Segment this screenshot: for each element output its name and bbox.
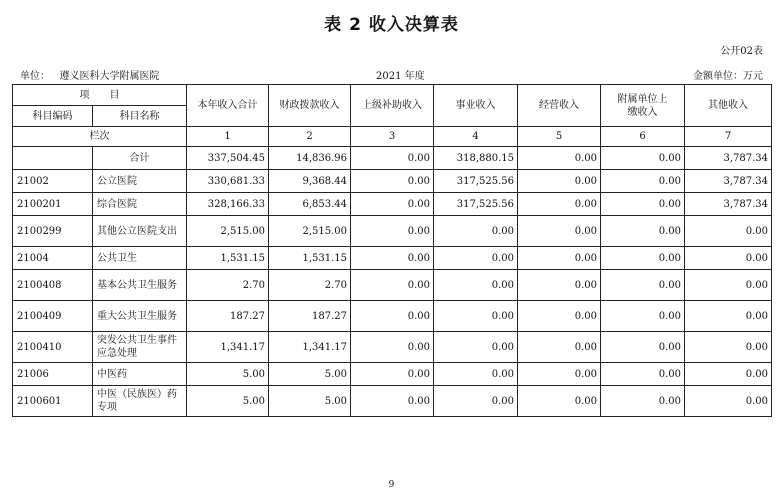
row-index-header: 栏次 bbox=[13, 127, 187, 147]
unit-name: 遵义医科大学附属医院 bbox=[59, 71, 160, 82]
amount-cell: 2.70 bbox=[269, 270, 351, 301]
amount-cell: 330,681.33 bbox=[187, 170, 269, 193]
subject-name-cell: 重大公共卫生服务 bbox=[93, 301, 187, 332]
table-row bbox=[13, 216, 772, 247]
amount-cell: 317,525.56 bbox=[434, 170, 518, 193]
amount-cell: 187.27 bbox=[187, 301, 269, 332]
column-number: 2 bbox=[269, 127, 351, 147]
amount-cell: 3,787.34 bbox=[685, 193, 772, 216]
subject-code-cell: 2100410 bbox=[13, 332, 93, 363]
amount-cell: 5.00 bbox=[187, 363, 269, 386]
amount-cell: 0.00 bbox=[351, 332, 434, 363]
amount-cell: 2,515.00 bbox=[269, 216, 351, 247]
table-row bbox=[13, 193, 772, 216]
subject-name-cell: 综合医院 bbox=[93, 193, 187, 216]
amount-cell: 0.00 bbox=[685, 216, 772, 247]
subject-name-cell: 中医（民族医）药专项 bbox=[93, 386, 187, 417]
amount-cell: 317,525.56 bbox=[434, 193, 518, 216]
amount-cell: 0.00 bbox=[685, 301, 772, 332]
column-header: 经营收入 bbox=[518, 85, 601, 127]
unit-info bbox=[20, 67, 160, 82]
table-row bbox=[13, 363, 772, 386]
subject-name-header: 科目名称 bbox=[93, 106, 187, 127]
amount-cell: 5.00 bbox=[187, 386, 269, 417]
page-number: 9 bbox=[388, 480, 395, 490]
amount-cell: 1,341.17 bbox=[187, 332, 269, 363]
amount-cell: 0.00 bbox=[434, 216, 518, 247]
column-header: 附属单位上缴收入 bbox=[601, 85, 685, 127]
amount-cell: 14,836.96 bbox=[269, 147, 351, 170]
column-number: 1 bbox=[187, 127, 269, 147]
column-header: 上级补助收入 bbox=[351, 85, 434, 127]
amount-cell: 0.00 bbox=[518, 247, 601, 270]
amount-cell: 0.00 bbox=[601, 247, 685, 270]
subject-code-cell: 2100409 bbox=[13, 301, 93, 332]
column-header: 事业收入 bbox=[434, 85, 518, 127]
amount-cell: 0.00 bbox=[434, 270, 518, 301]
subject-name-cell: 公立医院 bbox=[93, 170, 187, 193]
subject-code-cell: 2100408 bbox=[13, 270, 93, 301]
amount-cell: 1,531.15 bbox=[269, 247, 351, 270]
amount-cell: 187.27 bbox=[269, 301, 351, 332]
amount-cell: 0.00 bbox=[518, 363, 601, 386]
table-row bbox=[13, 270, 772, 301]
amount-cell: 328,166.33 bbox=[187, 193, 269, 216]
amount-cell: 0.00 bbox=[434, 332, 518, 363]
amount-cell: 3,787.34 bbox=[685, 147, 772, 170]
amount-cell: 3,787.34 bbox=[685, 170, 772, 193]
subject-code-header: 科目编码 bbox=[13, 106, 93, 127]
subject-code-cell: 21002 bbox=[13, 170, 93, 193]
subject-code-cell: 2100299 bbox=[13, 216, 93, 247]
amount-cell: 1,531.15 bbox=[187, 247, 269, 270]
table-row bbox=[13, 386, 772, 417]
amount-cell: 0.00 bbox=[685, 332, 772, 363]
amount-cell: 0.00 bbox=[351, 147, 434, 170]
column-number: 7 bbox=[685, 127, 772, 147]
amount-cell: 0.00 bbox=[685, 270, 772, 301]
amount-cell: 0.00 bbox=[351, 247, 434, 270]
amount-cell: 2.70 bbox=[187, 270, 269, 301]
amount-cell: 0.00 bbox=[351, 193, 434, 216]
column-header: 财政拨款收入 bbox=[269, 85, 351, 127]
amount-cell: 0.00 bbox=[685, 386, 772, 417]
amount-cell: 0.00 bbox=[434, 301, 518, 332]
column-header: 本年收入合计 bbox=[187, 85, 269, 127]
subject-name-cell: 基本公共卫生服务 bbox=[93, 270, 187, 301]
income-table bbox=[12, 84, 772, 417]
column-number: 5 bbox=[518, 127, 601, 147]
amount-cell: 5.00 bbox=[269, 386, 351, 417]
amount-cell: 0.00 bbox=[434, 247, 518, 270]
amount-cell: 0.00 bbox=[518, 332, 601, 363]
amount-cell: 0.00 bbox=[518, 301, 601, 332]
amount-cell: 0.00 bbox=[518, 386, 601, 417]
amount-cell: 0.00 bbox=[601, 216, 685, 247]
amount-cell: 5.00 bbox=[269, 363, 351, 386]
column-number: 4 bbox=[434, 127, 518, 147]
amount-cell: 0.00 bbox=[685, 363, 772, 386]
table-row bbox=[13, 332, 772, 363]
amount-cell: 0.00 bbox=[601, 301, 685, 332]
report-meta bbox=[20, 67, 763, 81]
amount-cell: 0.00 bbox=[518, 147, 601, 170]
amount-cell: 0.00 bbox=[518, 270, 601, 301]
column-number: 6 bbox=[601, 127, 685, 147]
table-row bbox=[13, 247, 772, 270]
subject-name-cell: 公共卫生 bbox=[93, 247, 187, 270]
amount-cell: 0.00 bbox=[601, 332, 685, 363]
subject-code-cell: 21004 bbox=[13, 247, 93, 270]
amount-cell: 0.00 bbox=[351, 363, 434, 386]
table-body bbox=[13, 147, 772, 417]
unit-label: 单位： bbox=[20, 71, 50, 82]
amount-cell: 0.00 bbox=[601, 270, 685, 301]
amount-cell: 0.00 bbox=[601, 147, 685, 170]
table-row bbox=[13, 301, 772, 332]
form-number: 公开02表 bbox=[720, 46, 763, 57]
table-row bbox=[13, 147, 772, 170]
subject-name-cell: 合计 bbox=[93, 147, 187, 170]
amount-cell: 0.00 bbox=[601, 170, 685, 193]
amount-cell: 0.00 bbox=[518, 170, 601, 193]
amount-cell: 0.00 bbox=[351, 270, 434, 301]
amount-cell: 0.00 bbox=[601, 386, 685, 417]
amount-cell: 1,341.17 bbox=[269, 332, 351, 363]
table-row bbox=[13, 170, 772, 193]
amount-cell: 318,880.15 bbox=[434, 147, 518, 170]
subject-name-cell: 其他公立医院支出 bbox=[93, 216, 187, 247]
report-title: 表 2 收入决算表 bbox=[324, 15, 459, 35]
amount-cell: 0.00 bbox=[434, 363, 518, 386]
subject-code-cell bbox=[13, 147, 93, 170]
subject-code-cell: 21006 bbox=[13, 363, 93, 386]
amount-cell: 0.00 bbox=[351, 216, 434, 247]
subject-code-cell: 2100601 bbox=[13, 386, 93, 417]
column-number: 3 bbox=[351, 127, 434, 147]
amount-cell: 337,504.45 bbox=[187, 147, 269, 170]
amount-cell: 6,853.44 bbox=[269, 193, 351, 216]
amount-cell: 0.00 bbox=[685, 247, 772, 270]
amount-cell: 0.00 bbox=[351, 170, 434, 193]
subject-code-cell: 2100201 bbox=[13, 193, 93, 216]
amount-cell: 0.00 bbox=[351, 301, 434, 332]
column-header: 其他收入 bbox=[685, 85, 772, 127]
amount-cell: 0.00 bbox=[434, 386, 518, 417]
subject-name-cell: 突发公共卫生事件应急处理 bbox=[93, 332, 187, 363]
amount-unit: 金额单位：万元 bbox=[693, 71, 763, 82]
subject-name-cell: 中医药 bbox=[93, 363, 187, 386]
amount-cell: 9,368.44 bbox=[269, 170, 351, 193]
amount-cell: 0.00 bbox=[601, 363, 685, 386]
amount-cell: 2,515.00 bbox=[187, 216, 269, 247]
report-year: 2021 年度 bbox=[376, 71, 425, 82]
amount-cell: 0.00 bbox=[601, 193, 685, 216]
amount-cell: 0.00 bbox=[518, 216, 601, 247]
amount-cell: 0.00 bbox=[351, 386, 434, 417]
amount-cell: 0.00 bbox=[518, 193, 601, 216]
item-header: 项 目 bbox=[13, 85, 187, 106]
